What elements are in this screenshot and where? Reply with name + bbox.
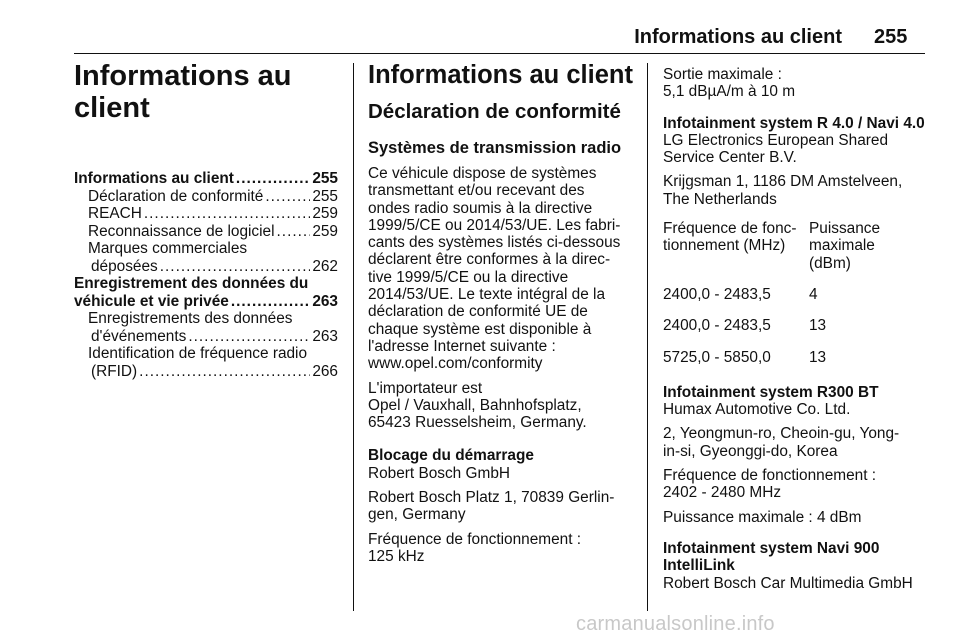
immobilizer-frequency: Fréquence de fonctionnement : 125 kHz [368, 530, 582, 565]
conformity-url: www.opel.com/conformity [368, 355, 543, 373]
chapter-title-line1: Informations au [74, 60, 292, 92]
r300-frequency: Fréquence de fonctionnement : 2402 - 2480 MHz [663, 467, 877, 502]
toc-entry-label-cont: déposées [91, 257, 158, 275]
r300-power: Puissance maximale : 4 dBm [663, 508, 862, 526]
toc-entry-label: Reconnaissance de logiciel [88, 222, 275, 240]
r300-company: Humax Automotive Co. Ltd. [663, 401, 851, 419]
toc-entry-page: 263 [312, 292, 338, 310]
content-column-middle [368, 60, 633, 572]
toc-entry-label: Déclaration de conformité [88, 187, 264, 205]
toc-entry[interactable] [74, 223, 338, 241]
toc-entry[interactable] [74, 205, 338, 223]
toc-entry[interactable] [74, 345, 338, 380]
navi900-heading: Infotainment system Navi 900 IntelliLink [663, 539, 880, 575]
toc-entry[interactable] [74, 170, 338, 188]
conformity-paragraph: Ce véhicule dispose de systèmes transmettant et/ou recevant des ondes radio soumis à la directive 1999/5/CE ou 2014/53/UE. Les fabri- cants des systèmes listés ci-dessous déclarent être conformes à la direc- tive 1999/5/CE ou la directive 2014/53/UE. Le texte intégral de la déclaration de conformité UE de chaque système est disponible à l'adresse Internet suivante : www.opel.com/conformity [368, 165, 621, 373]
toc-entry[interactable] [74, 275, 338, 310]
toc-entry-page: 255 [312, 170, 338, 187]
chapter-title-line2: client [74, 92, 150, 124]
table-cell: 13 [809, 317, 827, 335]
r40-heading: Infotainment system R 4.0 / Navi 4.0 [663, 114, 925, 132]
table-of-contents [74, 170, 338, 380]
toc-entry-page: 259 [312, 222, 338, 240]
table-row [663, 349, 926, 380]
toc-entry-page: 263 [312, 327, 338, 345]
toc-entry-label: REACH [88, 205, 142, 222]
r300-heading: Infotainment system R300 BT [663, 383, 879, 401]
toc-entry[interactable] [74, 188, 338, 206]
section-title: Informations au client [368, 61, 633, 89]
r300-address: 2, Yeongmun-ro, Cheoin-gu, Yong- in-si, Gyeonggi-do, Korea [663, 425, 900, 460]
table-header-cell: Fréquence de fonc- tionnement (MHz) [663, 220, 797, 255]
table-cell: 2400,0 - 2483,5 [663, 285, 771, 303]
topic-title: Systèmes de transmission radio [368, 139, 622, 157]
table-cell: 2400,0 - 2483,5 [663, 317, 771, 335]
toc-entry[interactable] [74, 310, 338, 345]
toc-entry-page: 262 [312, 257, 338, 275]
table-cell: 13 [809, 348, 827, 366]
toc-entry[interactable] [74, 240, 338, 275]
chapter-title [74, 60, 338, 124]
site-watermark: carmanualsonline.info [576, 613, 775, 635]
immobilizer-address: Robert Bosch Platz 1, 70839 Gerlin- gen, Germany [368, 489, 615, 524]
toc-entry-page: 255 [312, 187, 338, 205]
immobilizer-company: Robert Bosch GmbH [368, 464, 510, 482]
toc-entry-label: Identification de fréquence radio [88, 345, 308, 362]
table-row [663, 317, 926, 348]
content-column-right [663, 66, 926, 599]
column-divider-left [353, 63, 354, 611]
frequency-table [663, 220, 926, 380]
header-divider [74, 53, 925, 54]
table-header-cell: Puissance maximale (dBm) [809, 220, 881, 272]
table-cell: 5725,0 - 5850,0 [663, 348, 771, 366]
table-row [663, 286, 926, 317]
importer-paragraph: L'importateur est Opel / Vauxhall, Bahnhofsplatz, 65423 Ruesselsheim, Germany. [368, 379, 587, 432]
toc-entry-label-cont: d'événements [91, 327, 187, 345]
toc-column [74, 60, 338, 380]
r40-company: LG Electronics European Shared Service Center B.V. [663, 131, 889, 167]
column-divider-right [647, 63, 648, 611]
toc-entry-label-cont: (RFID) [91, 362, 138, 380]
subsection-title: Déclaration de conformité [368, 100, 621, 123]
navi900-company: Robert Bosch Car Multimedia GmbH [663, 574, 913, 592]
toc-entry-label: Marques commerciales [88, 240, 248, 257]
page-number: 255 [874, 26, 908, 48]
running-header-title: Informations au client [634, 26, 842, 48]
toc-entry-page: 259 [312, 205, 338, 222]
toc-entry-page: 266 [312, 362, 338, 380]
toc-entry-label: Informations au client [74, 170, 234, 187]
r40-address: Krijgsman 1, 1186 DM Amstelveen, The Netherlands [663, 173, 903, 208]
max-output: Sortie maximale : 5,1 dBµA/m à 10 m [663, 66, 796, 101]
table-cell: 4 [809, 285, 818, 303]
toc-entry-label: Enregistrement des données du [74, 275, 309, 292]
immobilizer-heading: Blocage du démarrage [368, 447, 534, 465]
toc-entry-label: Enregistrements des données [88, 310, 293, 327]
toc-entry-label-cont: véhicule et vie privée [74, 292, 229, 310]
table-header-row [663, 220, 926, 286]
